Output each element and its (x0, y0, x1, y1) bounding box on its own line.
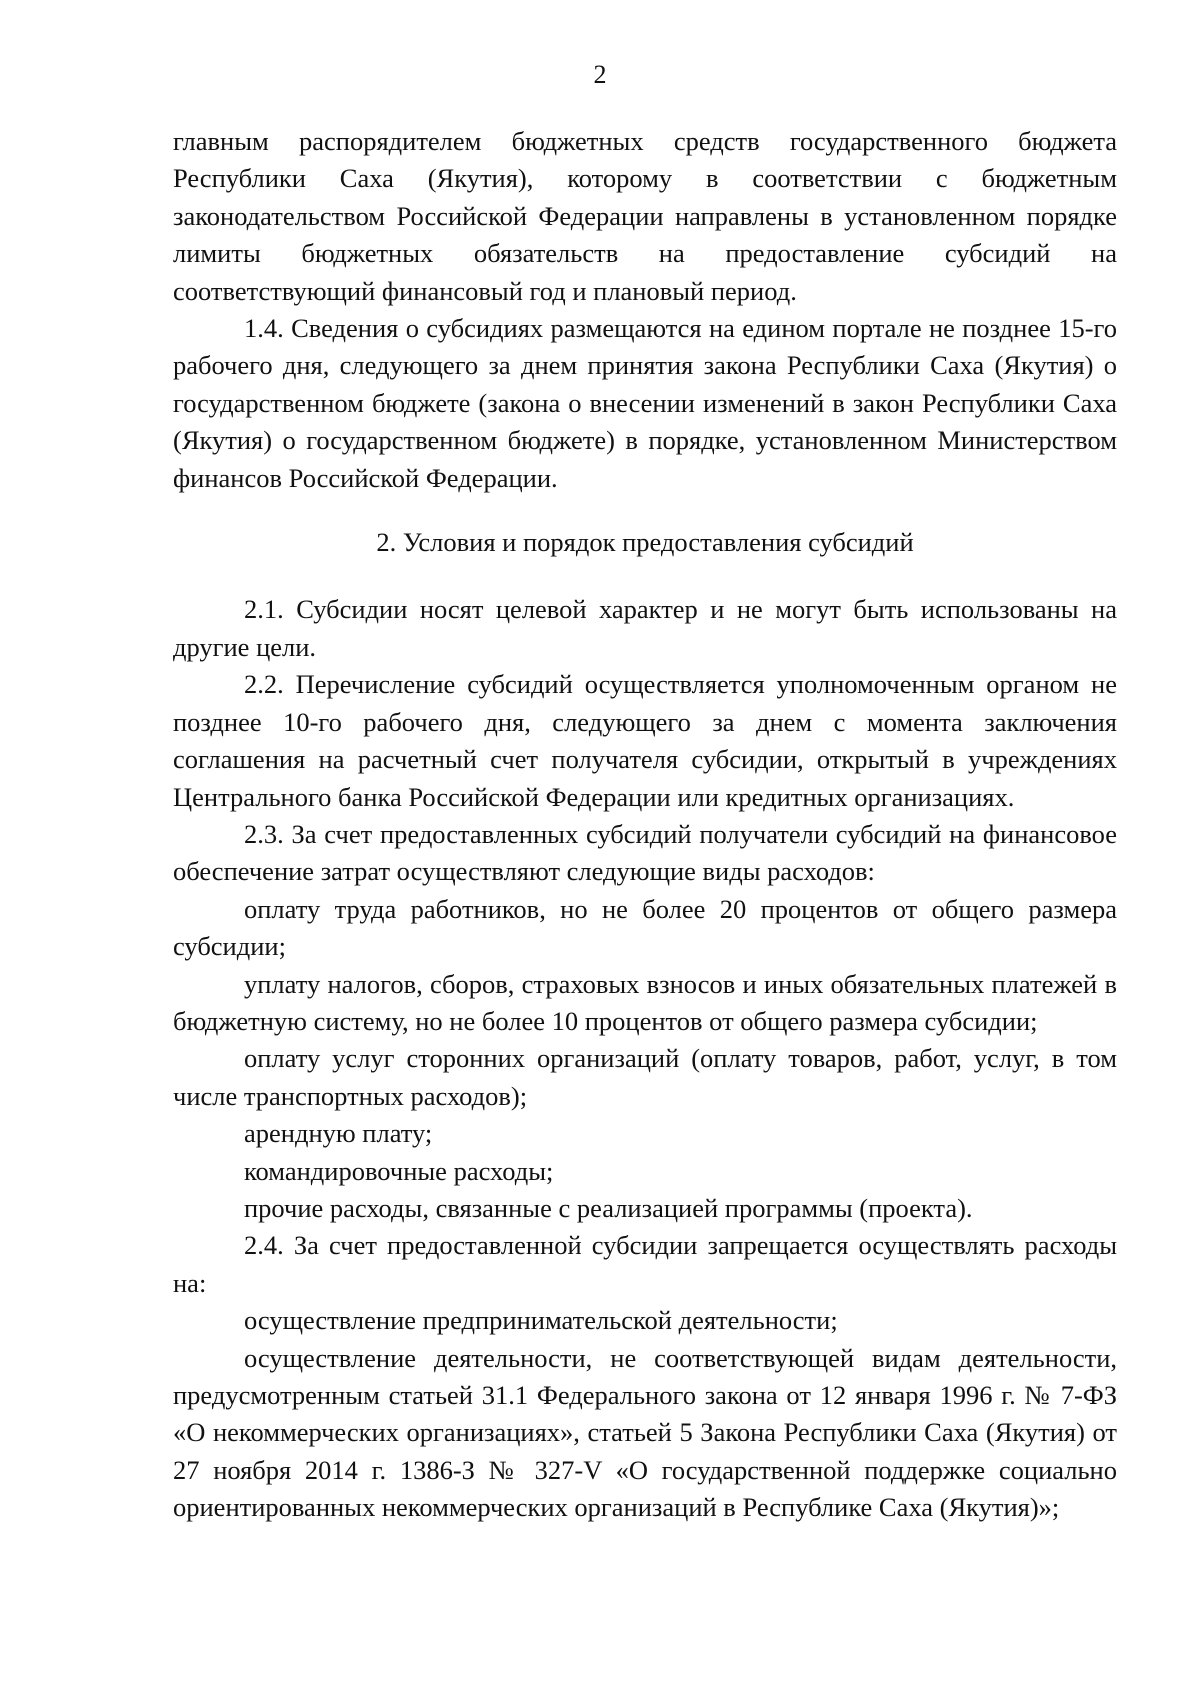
paragraph-2-2: 2.2. Перечисление субсидий осуществляется уполномоченным органом не позднее 10-го рабочего дня, следующего за днем с момента заключения соглашения на расчетный счет получателя субсидии, открытый в учреждениях Центрального банка Российской Федерации или кредитных организациях. (173, 669, 1117, 812)
list-item-2-3-rent: арендную плату; (244, 1118, 433, 1149)
paragraph-2-1: 2.1. Субсидии носят целевой характер и не могут быть использованы на другие цели. (173, 594, 1117, 662)
page-number: 2 (593, 60, 607, 89)
list-item-2-3-labor: оплату труда работников, но не более 20 процентов от общего размера субсидии; (173, 893, 1117, 962)
list-item-2-4-nonconforming: осуществление деятельности, не соответствующей видам деятельности, предусмотренным статьей 31.1 Федерального закона от 12 января 1996 г. № 7-ФЗ «О некоммерческих организациях», статьей 5 Закона Республики Саха (Якутия) от 27 ноября 2014 г. 1386-З № 327-V «О государственной поддержке социально ориентированных некоммерческих организаций в Республике Саха (Якутия)»; (173, 1342, 1117, 1523)
list-item-2-3-services: оплату услуг сторонних организаций (оплату товаров, работ, услуг, в том числе транспортных расходов); (173, 1043, 1117, 1111)
paragraph-2-4: 2.4. За счет предоставленной субсидии запрещается осуществлять расходы на: (173, 1230, 1117, 1298)
document-body (173, 123, 1117, 1527)
section-2-heading: 2. Условия и порядок предоставления субсидий (376, 527, 914, 558)
spacer (173, 561, 1117, 591)
paragraph-1-4: 1.4. Сведения о субсидиях размещаются на едином портале не позднее 15-го рабочего дня, следующего за днем принятия закона Республики Саха (Якутия) о государственном бюджете (закона о внесении изменений в закон Республики Саха (Якутия) о государственном бюджете) в порядке, установленном Министерством финансов Российской Федерации. (173, 313, 1117, 493)
paragraph-continuation: главным распорядителем бюджетных средств государственного бюджета Республики Саха (Якутия), которому в соответствии с бюджетным законодательством Российской Федерации направлены в установленном порядке лимиты бюджетных обязательств на предоставление субсидий на соответствующий финансовый год и плановый период. (173, 126, 1117, 306)
list-item-2-4-business: осуществление предпринимательской деятельности; (244, 1305, 838, 1336)
paragraph-2-3: 2.3. За счет предоставленных субсидий получатели субсидий на финансовое обеспечение затрат осуществляют следующие виды расходов: (173, 818, 1117, 887)
list-item-2-3-other: прочие расходы, связанные с реализацией программы (проекта). (244, 1192, 973, 1223)
spacer (173, 497, 1117, 524)
list-item-2-3-taxes: уплату налогов, сборов, страховых взносов и иных обязательных платежей в бюджетную систему, но не более 10 процентов от общего размера субсидии; (173, 968, 1117, 1036)
list-item-2-3-travel: командировочные расходы; (244, 1155, 554, 1186)
